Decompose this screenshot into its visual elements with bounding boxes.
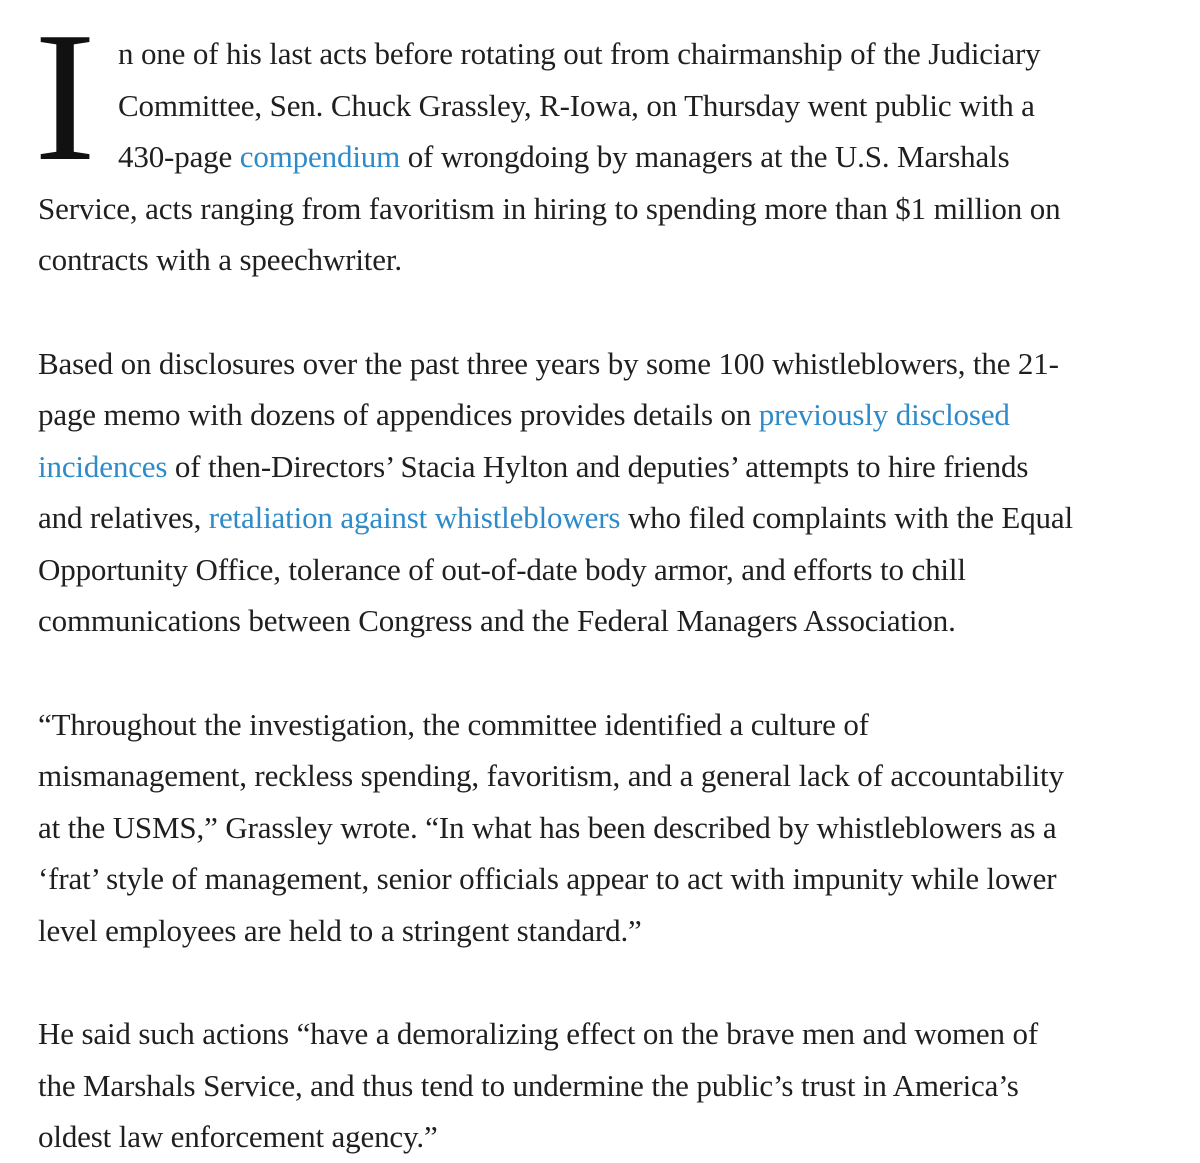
paragraph-2-line-2-text: page memo with dozens of appendices provides details on: [38, 397, 759, 432]
previously-disclosed-link-part-1[interactable]: previously disclosed: [758, 397, 1010, 432]
paragraph-4-line-3: oldest law enforcement agency.”: [38, 1119, 438, 1154]
paragraph-2-line-5: Opportunity Office, tolerance of out-of-date body armor, and efforts to chill: [38, 551, 966, 587]
compendium-link[interactable]: compendium: [239, 139, 401, 174]
paragraph-1-line-3: [38, 131, 1196, 183]
paragraph-2-line-1: Based on disclosures over the past three years by some 100 whistleblowers, the 21-: [38, 345, 1059, 381]
paragraph-1-line-3-text-start: 430-page: [118, 139, 240, 174]
paragraph-2-line-6: communications between Congress and the Federal Managers Association.: [38, 603, 956, 638]
paragraph-2-line-4-text-end: who filed complaints with the Equal: [620, 500, 1073, 535]
paragraph-3-line-1: “Throughout the investigation, the committee identified a culture of: [38, 706, 869, 742]
paragraph-1-line-5: contracts with a speechwriter.: [38, 242, 402, 277]
paragraph-2-line-2: [38, 389, 1196, 441]
paragraph-4-line-1: He said such actions “have a demoralizing effect on the brave men and women of: [38, 1016, 1039, 1051]
previously-disclosed-link-part-2[interactable]: incidences: [38, 448, 168, 484]
paragraph-3-line-3: at the USMS,” Grassley wrote. “In what has been described by whistleblowers as a: [38, 809, 1057, 845]
paragraph-3-line-5: level employees are held to a stringent standard.”: [38, 912, 642, 948]
paragraph-2-line-4: [38, 492, 1196, 544]
paragraph-1-line-3-text-end: of wrongdoing by managers at the U.S. Marshals: [400, 139, 1010, 174]
paragraph-2: [38, 338, 1196, 647]
paragraph-2-line-3: [38, 441, 1196, 493]
retaliation-link[interactable]: retaliation against whistleblowers: [208, 500, 621, 535]
paragraph-4: [38, 1008, 1196, 1163]
paragraph-1-line-2: Committee, Sen. Chuck Grassley, R-Iowa, on Thursday went public with a: [118, 87, 1035, 123]
paragraph-2-line-4-text-start: and relatives,: [38, 500, 209, 535]
paragraph-4-line-2: the Marshals Service, and thus tend to undermine the public’s trust in America’s: [38, 1067, 1019, 1103]
drop-cap: I: [34, 0, 96, 200]
paragraph-1: [38, 28, 1196, 286]
paragraph-3: [38, 699, 1196, 957]
paragraph-3-line-4: ‘frat’ style of management, senior officials appear to act with impunity while lower: [38, 861, 1057, 896]
paragraph-1-line-4: Service, acts ranging from favoritism in hiring to spending more than $1 million on: [38, 190, 1061, 226]
paragraph-2-line-3-text: of then-Directors’ Stacia Hylton and deputies’ attempts to hire friends: [167, 448, 1029, 484]
paragraph-1-line-1: n one of his last acts before rotating out from chairmanship of the Judiciary: [118, 36, 1041, 71]
paragraph-3-line-2: mismanagement, reckless spending, favoritism, and a general lack of accountability: [38, 758, 1064, 793]
